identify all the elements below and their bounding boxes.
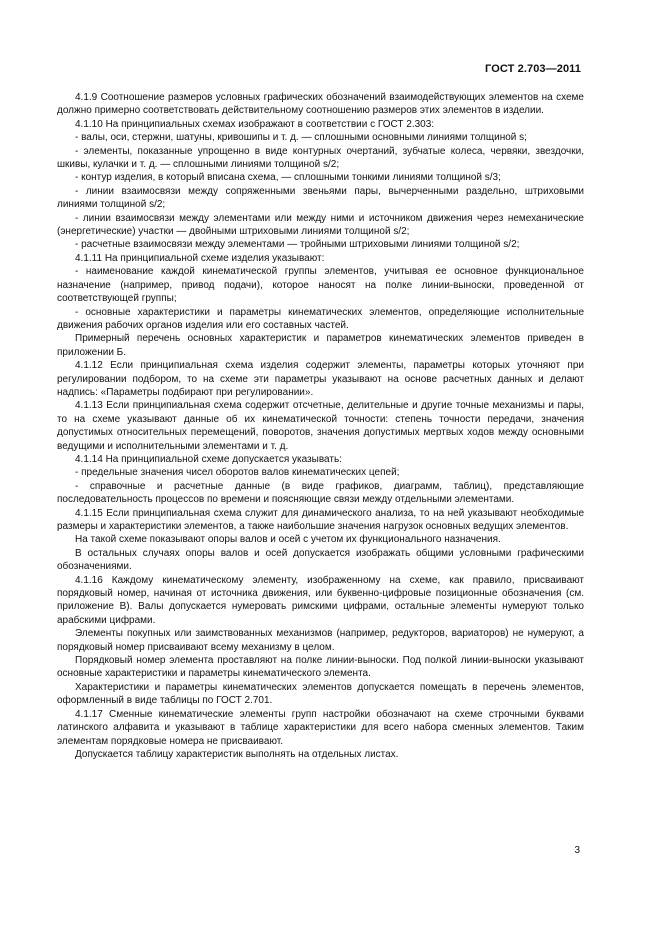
paragraph: Допускается таблицу характеристик выполнять на отдельных листах. bbox=[75, 748, 399, 760]
list-item: - расчетные взаимосвязи между элементами — тройными штриховыми линиями толщиной s/2; bbox=[75, 239, 520, 251]
paragraph: Порядковый номер элемента проставляют на полке линии-выноски. Под полкой линии-выноски указывают основные характеристики и параметры кинематического элемента. bbox=[57, 655, 584, 680]
document-body bbox=[57, 91, 584, 761]
paragraph: Характеристики и параметры кинематических элементов допускается помещать в перечень элементов, оформленный в виде таблицы по ГОСТ 2.701. bbox=[57, 681, 584, 707]
list-item: - основные характеристики и параметры кинематических элементов, определяющие исполнительные движения рабочих органов изделия или его составных частей. bbox=[57, 306, 584, 331]
list-item: - наименование каждой кинематической группы элементов, учитывая ее основное функциональное назначение (например, привод подачи), которое наносят на полке линии-выноски, проведенной от соответствующей группы; bbox=[57, 266, 584, 305]
paragraph: В остальных случаях опоры валов и осей допускается изображать общими условными графическими обозначениями. bbox=[57, 547, 584, 573]
list-item: - предельные значения чисел оборотов валов кинематических цепей; bbox=[75, 467, 400, 479]
list-item: - валы, оси, стержни, шатуны, кривошипы и т. д. — сплошными основными линиями толщиной s; bbox=[75, 132, 527, 144]
paragraph: Элементы покупных или заимствованных механизмов (например, редукторов, вариаторов) не нумеруют, а порядковый номер присваивают всему механизму в целом. bbox=[57, 628, 584, 653]
paragraph-4-1-16: 4.1.16 Каждому кинематическому элементу, изображенному на схеме, как правило, присваивают порядковый номер, начиная от источника движения, или буквенно-цифровые позиционные обозначения (см. приложение В). Валы допускается нумеровать римскими цифрами, остальные элементы нумеруют только арабскими цифрами. bbox=[57, 574, 584, 626]
paragraph-4-1-12: 4.1.12 Если принципиальная схема изделия содержит элементы, параметры которых уточняют при регулировании подбором, то на схеме эти параметры указывают на основе расчетных данных и делают надпись: «Параметры подбирают при регулировании». bbox=[57, 360, 584, 398]
paragraph: Примерный перечень основных характеристик и параметров кинематических элементов приведен в приложении Б. bbox=[57, 333, 584, 358]
list-item: - элементы, показанные упрощенно в виде контурных очертаний, зубчатые колеса, червяки, звездочки, шкивы, кулачки и т. д. — сплошными линиями толщиной s/2; bbox=[57, 145, 584, 171]
paragraph-4-1-11: 4.1.11 На принципиальной схеме изделия указывают: bbox=[75, 252, 325, 264]
standard-header: ГОСТ 2.703—2011 bbox=[485, 63, 581, 75]
paragraph: На такой схеме показывают опоры валов и осей с учетом их функционального назначения. bbox=[75, 534, 501, 546]
page-number: 3 bbox=[574, 845, 580, 856]
list-item: - справочные и расчетные данные (в виде графиков, диаграмм, таблиц), представляющие последовательность процессов по времени и поясняющие связи между отдельными элементами. bbox=[57, 480, 584, 506]
paragraph-4-1-9: 4.1.9 Соотношение размеров условных графических обозначений взаимодействующих элементов на схеме должно примерно соответствовать действительному соотношению размеров этих элементов в изделии. bbox=[57, 92, 584, 117]
list-item: - линии взаимосвязи между элементами или между ними и источником движения через немеханические (энергетические) участки — двойными штриховыми линиями толщиной s/2; bbox=[57, 212, 584, 238]
paragraph-4-1-14: 4.1.14 На принципиальной схеме допускается указывать: bbox=[75, 453, 342, 465]
paragraph-4-1-15: 4.1.15 Если принципиальная схема служит для динамического анализа, то на ней указывают необходимые размеры и характеристики элементов, а также наибольшие значения нагрузок основных ведущих элементов. bbox=[57, 507, 584, 532]
paragraph-4-1-10: 4.1.10 На принципиальных схемах изображают в соответствии с ГОСТ 2.303: bbox=[75, 118, 435, 130]
paragraph-4-1-13: 4.1.13 Если принципиальная схема содержит отсчетные, делительные и другие точные механизмы и пары, то на схеме указывают данные об их кинематической точности: степень точности передачи, значения допустимых относительных перемещений, поворотов, значения допустимых мертвых ходов между основными ведущими и исполнительными элементами и т. д. bbox=[57, 400, 584, 452]
paragraph-4-1-17: 4.1.17 Сменные кинематические элементы групп настройки обозначают на схеме строчными буквами латинского алфавита и указывают в таблице характеристики для всего набора сменных элементов. Таким элементам порядковые номера не присваивают. bbox=[57, 708, 584, 747]
list-item: - контур изделия, в который вписана схема, — сплошными тонкими линиями толщиной s/3; bbox=[75, 172, 501, 184]
list-item: - линии взаимосвязи между сопряженными звеньями пары, вычерченными раздельно, штриховыми линиями толщиной s/2; bbox=[57, 185, 584, 211]
